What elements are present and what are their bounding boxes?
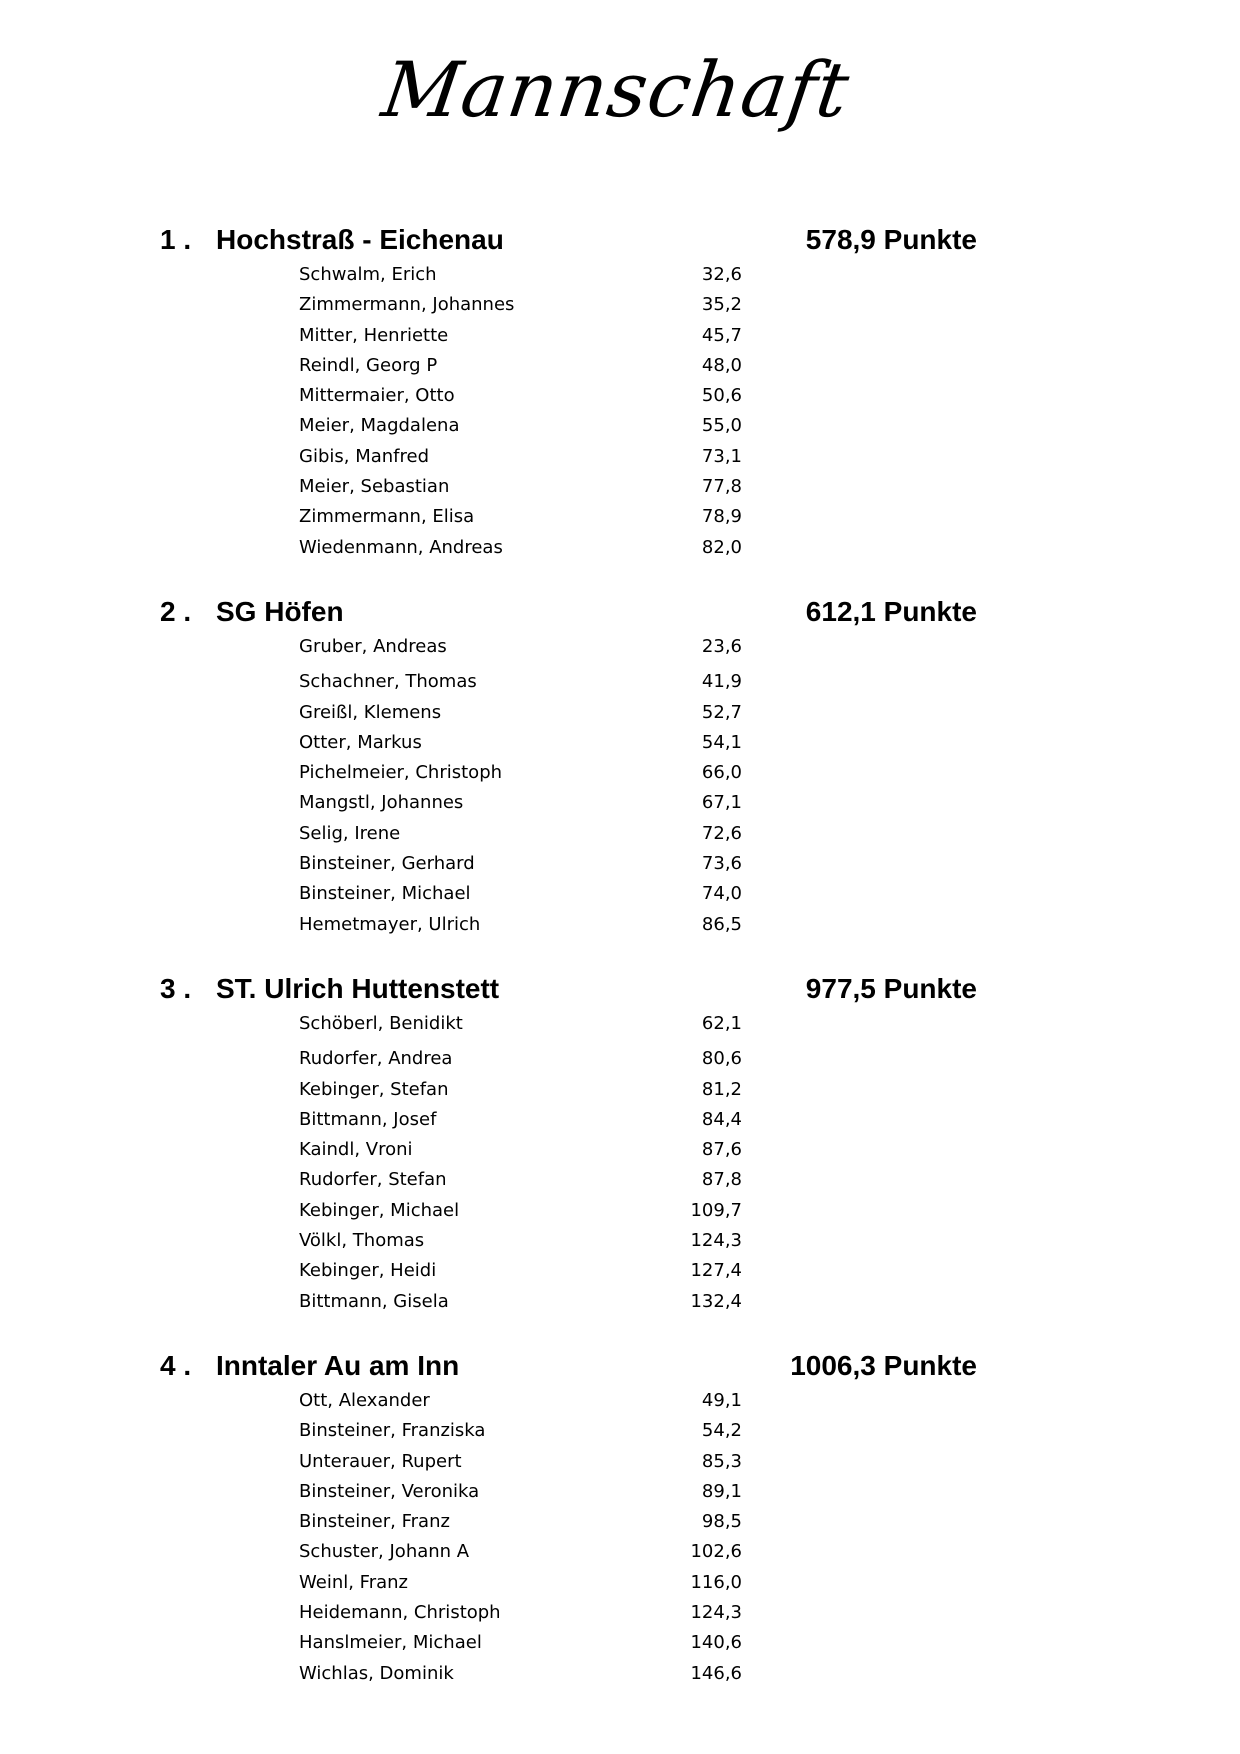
team-header	[0, 220, 1240, 260]
team-name: ST. Ulrich Huttenstett	[216, 973, 500, 1004]
member-name: Zimmermann, Elisa	[299, 506, 475, 528]
member-score: 66,0	[701, 762, 742, 784]
team-rank: 4 .	[160, 1350, 192, 1381]
member-row	[0, 698, 1240, 728]
member-name: Hemetmayer, Ulrich	[299, 913, 481, 935]
member-score: 85,3	[701, 1450, 742, 1472]
member-name: Binsteiner, Gerhard	[299, 853, 475, 875]
member-name: Reindl, Georg P	[299, 354, 438, 376]
team-section	[0, 592, 1240, 940]
member-name: Schwalm, Erich	[299, 264, 437, 285]
member-row	[0, 1287, 1240, 1317]
member-name: Binsteiner, Veronika	[299, 1480, 480, 1502]
member-name: Schachner, Thomas	[299, 671, 477, 693]
member-score: 50,6	[701, 385, 742, 407]
member-score: 102,6	[690, 1541, 742, 1563]
member-row	[0, 290, 1240, 320]
member-row	[0, 667, 1240, 697]
member-score: 73,1	[701, 445, 742, 467]
member-score: 77,8	[701, 476, 742, 498]
member-name: Binsteiner, Franziska	[299, 1420, 486, 1442]
member-name: Heidemann, Christoph	[299, 1602, 501, 1624]
member-name: Hanslmeier, Michael	[299, 1632, 482, 1654]
member-score: 98,5	[701, 1511, 742, 1533]
member-score: 84,4	[701, 1108, 742, 1130]
member-row	[0, 1386, 1240, 1416]
member-score: 78,9	[701, 506, 742, 528]
member-list	[0, 260, 1240, 563]
member-row	[0, 1598, 1240, 1628]
member-score: 48,0	[701, 354, 742, 376]
member-score: 62,1	[701, 1013, 742, 1034]
member-row	[0, 1256, 1240, 1286]
member-score: 116,0	[690, 1571, 742, 1593]
member-row	[0, 1628, 1240, 1658]
member-row	[0, 502, 1240, 532]
member-row	[0, 788, 1240, 818]
member-name: Rudorfer, Stefan	[299, 1169, 447, 1191]
member-row	[0, 1075, 1240, 1105]
member-score: 124,3	[690, 1230, 742, 1252]
member-list	[0, 632, 1240, 940]
member-score: 86,5	[701, 913, 742, 935]
team-header	[0, 592, 1240, 632]
member-score: 132,4	[690, 1290, 742, 1312]
member-name: Selig, Irene	[299, 822, 401, 844]
member-score: 72,6	[701, 822, 742, 844]
member-score: 140,6	[690, 1632, 742, 1654]
member-score: 82,0	[701, 536, 742, 558]
member-row	[0, 1044, 1240, 1074]
member-name: Mangstl, Johannes	[299, 792, 464, 814]
team-section	[0, 220, 1240, 563]
member-score: 89,1	[701, 1480, 742, 1502]
member-row	[0, 321, 1240, 351]
member-row	[0, 1135, 1240, 1165]
member-name: Weinl, Franz	[299, 1571, 409, 1593]
member-score: 109,7	[690, 1199, 742, 1221]
member-score: 67,1	[701, 792, 742, 814]
team-name: Hochstraß - Eichenau	[216, 224, 504, 255]
member-name: Kebinger, Stefan	[299, 1078, 449, 1100]
member-row	[0, 351, 1240, 381]
member-score: 74,0	[701, 883, 742, 905]
member-name: Gruber, Andreas	[299, 636, 447, 657]
member-score: 87,6	[701, 1139, 742, 1161]
member-score: 124,3	[690, 1602, 742, 1624]
member-score: 49,1	[701, 1390, 742, 1411]
member-row	[0, 728, 1240, 758]
member-score: 54,2	[701, 1420, 742, 1442]
team-rank: 2 .	[160, 596, 192, 627]
member-row	[0, 1659, 1240, 1689]
member-score: 81,2	[701, 1078, 742, 1100]
member-name: Kaindl, Vroni	[299, 1139, 413, 1161]
member-row	[0, 472, 1240, 502]
member-score: 23,6	[701, 636, 742, 657]
member-score: 87,8	[701, 1169, 742, 1191]
member-name: Gibis, Manfred	[299, 445, 430, 467]
member-row	[0, 849, 1240, 879]
member-name: Wichlas, Dominik	[299, 1662, 454, 1684]
member-score: 80,6	[701, 1048, 742, 1070]
team-rank: 3 .	[160, 973, 192, 1004]
page-title: Mannschaft	[377, 45, 856, 134]
member-score: 45,7	[701, 324, 742, 346]
member-name: Zimmermann, Johannes	[299, 294, 515, 316]
team-name: SG Höfen	[216, 596, 344, 627]
team-header	[0, 1346, 1240, 1386]
member-row	[0, 533, 1240, 563]
member-row	[0, 879, 1240, 909]
member-name: Meier, Magdalena	[299, 415, 460, 437]
member-name: Otter, Markus	[299, 731, 422, 753]
member-row	[0, 1416, 1240, 1446]
member-row	[0, 910, 1240, 940]
member-row	[0, 1009, 1240, 1039]
member-name: Ott, Alexander	[299, 1390, 430, 1411]
member-name: Unterauer, Rupert	[299, 1450, 462, 1472]
member-row	[0, 411, 1240, 441]
team-section	[0, 1346, 1240, 1689]
member-name: Schuster, Johann A	[299, 1541, 470, 1563]
member-list	[0, 1009, 1240, 1317]
member-name: Mittermaier, Otto	[299, 385, 455, 407]
member-name: Greißl, Klemens	[299, 701, 442, 723]
member-score: 146,6	[690, 1662, 742, 1684]
team-rank: 1 .	[160, 224, 192, 255]
member-row	[0, 1165, 1240, 1195]
member-list	[0, 1386, 1240, 1689]
team-points: 1006,3 Punkte	[790, 1350, 977, 1381]
member-name: Wiedenmann, Andreas	[299, 536, 503, 558]
member-score: 35,2	[701, 294, 742, 316]
member-name: Schöberl, Benidikt	[299, 1013, 463, 1034]
member-name: Völkl, Thomas	[299, 1230, 425, 1252]
member-name: Rudorfer, Andrea	[299, 1048, 453, 1070]
member-score: 32,6	[701, 264, 742, 285]
member-name: Pichelmeier, Christoph	[299, 762, 503, 784]
team-points: 578,9 Punkte	[805, 224, 977, 255]
member-row	[0, 1105, 1240, 1135]
team-points: 977,5 Punkte	[805, 973, 977, 1004]
member-score: 52,7	[701, 701, 742, 723]
member-row	[0, 1537, 1240, 1567]
member-row	[0, 1447, 1240, 1477]
member-row	[0, 381, 1240, 411]
team-points: 612,1 Punkte	[805, 596, 977, 627]
member-score: 55,0	[701, 415, 742, 437]
member-name: Binsteiner, Michael	[299, 883, 471, 905]
member-row	[0, 1507, 1240, 1537]
member-row	[0, 1226, 1240, 1256]
member-row	[0, 1477, 1240, 1507]
team-section	[0, 969, 1240, 1317]
member-score: 73,6	[701, 853, 742, 875]
member-name: Meier, Sebastian	[299, 476, 450, 498]
member-row	[0, 1568, 1240, 1598]
member-score: 127,4	[690, 1260, 742, 1282]
member-name: Kebinger, Michael	[299, 1199, 460, 1221]
member-name: Binsteiner, Franz	[299, 1511, 450, 1533]
member-score: 41,9	[701, 671, 742, 693]
team-header	[0, 969, 1240, 1009]
member-score: 54,1	[701, 731, 742, 753]
member-name: Bittmann, Josef	[299, 1108, 437, 1130]
member-name: Bittmann, Gisela	[299, 1290, 449, 1312]
member-row	[0, 632, 1240, 662]
member-row	[0, 442, 1240, 472]
member-row	[0, 1196, 1240, 1226]
team-name: Inntaler Au am Inn	[216, 1350, 460, 1381]
member-row	[0, 758, 1240, 788]
member-name: Mitter, Henriette	[299, 324, 449, 346]
member-row	[0, 819, 1240, 849]
member-name: Kebinger, Heidi	[299, 1260, 437, 1282]
member-row	[0, 260, 1240, 290]
